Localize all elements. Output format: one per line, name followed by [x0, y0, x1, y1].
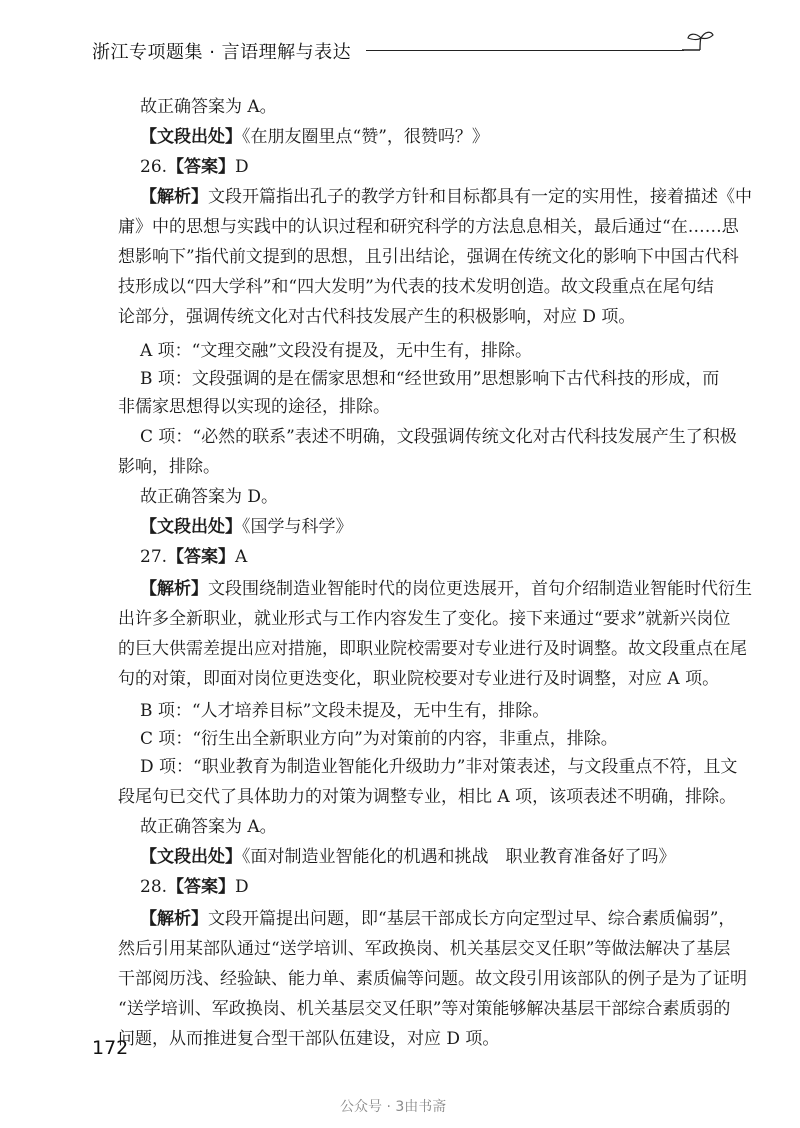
line-text: 文段开篇指出孔子的教学方针和目标都具有一定的实用性，接着描述《中 [208, 187, 752, 207]
line-text: 问题，从而推进复合型干部队伍建设，对应 D 项。 [118, 1029, 500, 1049]
text-line [140, 756, 738, 778]
line-text: C 项：“必然的联系”表述不明确，文段强调传统文化对古代科技发展产生了积极 [140, 427, 737, 447]
section-keyword: 【文段出处】 [140, 847, 242, 867]
text-line [140, 426, 737, 448]
line-text: A [235, 547, 248, 567]
line-text: B 项：文段强调的是在儒家思想和“经世致用”思想影响下古代科技的形成，而 [140, 369, 720, 389]
header-rule [366, 50, 684, 51]
text-line [140, 516, 712, 538]
line-text: 然后引用某部队通过“送学培训、军政换岗、机关基层交叉任职”等做法解决了基层 [118, 939, 731, 959]
section-keyword: 【解析】 [140, 909, 208, 929]
line-text: 故正确答案为 A。 [140, 817, 277, 837]
text-line [140, 876, 712, 898]
text-line [140, 908, 736, 930]
sprout-icon [680, 28, 716, 58]
line-text: 的巨大供需差提出应对措施，即职业院校需要对专业进行及时调整。故文段重点在尾 [118, 639, 747, 659]
line-text: C 项：“衍生出全新职业方向”为对策前的内容，非重点，排除。 [140, 729, 618, 749]
question-number: 26. [140, 157, 168, 177]
text-line [140, 546, 712, 568]
text-line [140, 728, 712, 750]
section-keyword: 【文段出处】 [140, 517, 242, 537]
line-text: 非儒家思想得以实现的途径，排除。 [118, 397, 390, 417]
text-line [118, 938, 731, 960]
text-line [140, 368, 720, 390]
line-text: 出许多全新职业，就业形式与工作内容发生了变化。接下来通过“要求”就新兴岗位 [118, 609, 731, 629]
line-text: 《在朋友圈里点“赞”，很赞吗？》 [242, 127, 489, 147]
text-line [118, 1028, 712, 1050]
line-text: 论部分，强调传统文化对古代科技发展产生的积极影响，对应 D 项。 [118, 307, 636, 327]
text-line [118, 638, 747, 660]
section-keyword: 【答案】 [167, 877, 236, 897]
text-line [118, 396, 712, 418]
section-keyword: 【答案】 [167, 547, 236, 567]
line-text: 段尾句已交代了具体助力的对策为调整专业，相比 A 项，该项表述不明确，排除。 [118, 787, 737, 807]
text-line [140, 126, 712, 148]
text-line [140, 846, 712, 868]
line-text: 技形成以“四大学科”和“四大发明”为代表的技术发明创造。故文段重点在尾句结 [118, 277, 714, 297]
text-line [140, 816, 712, 838]
line-text: B 项：“人才培养目标”文段未提及，无中生有，排除。 [140, 701, 550, 721]
text-line [118, 786, 737, 808]
text-line [140, 96, 712, 118]
text-line [140, 578, 752, 600]
line-text: 句的对策，即面对岗位更迭变化，职业院校要对专业进行及时调整，对应 A 项。 [118, 669, 720, 689]
line-text: 影响，排除。 [118, 457, 220, 477]
text-line [118, 968, 747, 990]
text-line [118, 608, 731, 630]
line-text: 故正确答案为 A。 [140, 97, 277, 117]
running-header-title: 浙江专项题集 · 言语理解与表达 [92, 42, 352, 63]
line-text: 庸》中的思想与实践中的认识过程和研究科学的方法息息相关，最后通过“在……思 [118, 217, 739, 237]
line-text: “送学培训、军政换岗、机关基层交叉任职”等对策能够解决基层干部综合素质弱的 [118, 999, 731, 1019]
text-line [118, 456, 712, 478]
section-keyword: 【文段出处】 [140, 127, 242, 147]
watermark: 公众号 · 3由书斋 [340, 1099, 447, 1115]
line-text: 故正确答案为 D。 [140, 487, 279, 507]
line-text: A 项：“文理交融”文段没有提及，无中生有，排除。 [140, 341, 533, 361]
running-header [0, 0, 800, 70]
text-line [140, 156, 712, 178]
text-line [140, 340, 712, 362]
section-keyword: 【解析】 [140, 187, 208, 207]
text-line [118, 216, 739, 238]
section-keyword: 【答案】 [167, 157, 236, 177]
line-text: 想影响下”指代前文提到的思想，且引出结论，强调在传统文化的影响下中国古代科 [118, 247, 739, 267]
text-line [140, 186, 752, 208]
text-line [118, 276, 712, 298]
line-text: 《面对制造业智能化的机遇和挑战 职业教育准备好了吗》 [242, 847, 676, 867]
text-line [140, 486, 712, 508]
text-line [118, 668, 720, 690]
line-text: 文段围绕制造业智能时代的岗位更迭展开，首句介绍制造业智能时代衍生 [208, 579, 752, 599]
text-line [118, 306, 712, 328]
line-text: D [235, 877, 249, 897]
question-number: 28. [140, 877, 168, 897]
page-number: 172 [92, 1037, 129, 1059]
line-text: 干部阅历浅、经验缺、能力单、素质偏等问题。故文段引用该部队的例子是为了证明 [118, 969, 747, 989]
line-text: D [235, 157, 249, 177]
text-line [140, 700, 712, 722]
line-text: D 项：“职业教育为制造业智能化升级助力”非对策表述，与文段重点不符，且文 [140, 757, 738, 777]
line-text: 文段开篇提出问题，即“基层干部成长方向定型过早、综合素质偏弱”， [208, 909, 736, 929]
section-keyword: 【解析】 [140, 579, 208, 599]
question-number: 27. [140, 547, 168, 567]
line-text: 《国学与科学》 [242, 517, 353, 537]
text-line [118, 246, 739, 268]
text-line [118, 998, 731, 1020]
